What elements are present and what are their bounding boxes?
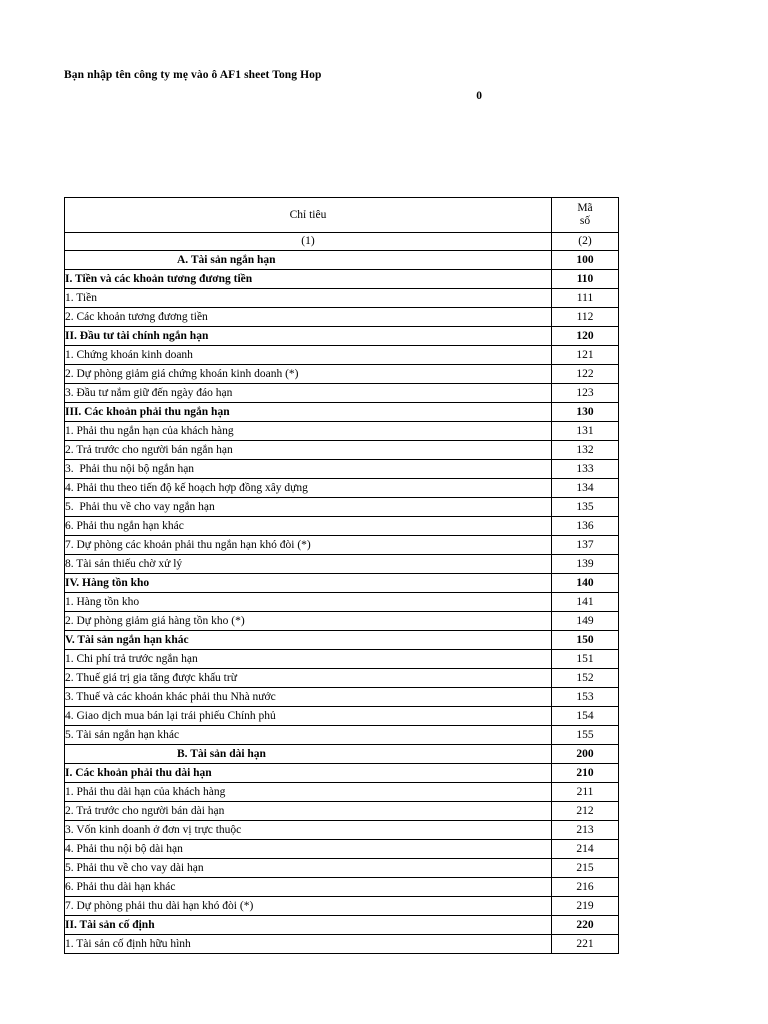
table-row bbox=[65, 916, 619, 935]
row-code: 213 bbox=[552, 821, 619, 840]
table-row bbox=[65, 726, 619, 745]
row-label: 2. Dự phòng giảm giá hàng tồn kho (*) bbox=[65, 612, 552, 631]
table-row bbox=[65, 517, 619, 536]
table-row bbox=[65, 935, 619, 954]
row-label: I. Các khoản phải thu dài hạn bbox=[65, 764, 552, 783]
table-row bbox=[65, 650, 619, 669]
row-label: 5. Phải thu về cho vay ngắn hạn bbox=[65, 498, 552, 517]
table-row bbox=[65, 897, 619, 916]
table-row bbox=[65, 384, 619, 403]
row-code: 151 bbox=[552, 650, 619, 669]
column-number-label: (1) bbox=[65, 233, 552, 251]
table-row bbox=[65, 707, 619, 726]
row-code: 221 bbox=[552, 935, 619, 954]
table-row bbox=[65, 802, 619, 821]
table-head bbox=[65, 198, 619, 251]
row-label: 2. Thuế giá trị gia tăng được khấu trừ bbox=[65, 669, 552, 688]
row-code: 136 bbox=[552, 517, 619, 536]
row-code: 111 bbox=[552, 289, 619, 308]
column-header-code-line2: số bbox=[579, 215, 591, 227]
row-label: 4. Phải thu theo tiến độ kế hoạch hợp đồng xây dựng bbox=[65, 479, 552, 498]
row-code: 154 bbox=[552, 707, 619, 726]
row-label: I. Tiền và các khoản tương đương tiền bbox=[65, 270, 552, 289]
row-label: 5. Tài sản ngắn hạn khác bbox=[65, 726, 552, 745]
row-code: 210 bbox=[552, 764, 619, 783]
balance-sheet-table-wrapper bbox=[64, 197, 618, 954]
row-code: 211 bbox=[552, 783, 619, 802]
row-label: II. Tài sản cố định bbox=[65, 916, 552, 935]
row-label: B. Tài sản dài hạn bbox=[65, 745, 552, 764]
row-label: 3. Thuế và các khoản khác phải thu Nhà nước bbox=[65, 688, 552, 707]
row-label: 2. Trả trước cho người bán dài hạn bbox=[65, 802, 552, 821]
row-label: 2. Các khoản tương đương tiền bbox=[65, 308, 552, 327]
row-label: 8. Tài sản thiếu chờ xử lý bbox=[65, 555, 552, 574]
row-code: 133 bbox=[552, 460, 619, 479]
row-label: 3. Phải thu nội bộ ngắn hạn bbox=[65, 460, 552, 479]
row-code: 121 bbox=[552, 346, 619, 365]
table-row bbox=[65, 422, 619, 441]
row-label: 1. Chứng khoán kinh doanh bbox=[65, 346, 552, 365]
row-label: II. Đầu tư tài chính ngắn hạn bbox=[65, 327, 552, 346]
row-label: 1. Chi phí trả trước ngắn hạn bbox=[65, 650, 552, 669]
row-code: 220 bbox=[552, 916, 619, 935]
table-row bbox=[65, 308, 619, 327]
table-row bbox=[65, 270, 619, 289]
row-code: 141 bbox=[552, 593, 619, 612]
table-row bbox=[65, 365, 619, 384]
column-header-label: Chỉ tiêu bbox=[65, 198, 552, 233]
row-label: 2. Dự phòng giảm giá chứng khoán kinh doanh (*) bbox=[65, 365, 552, 384]
row-label: 1. Tiền bbox=[65, 289, 552, 308]
table-row bbox=[65, 878, 619, 897]
table-row bbox=[65, 574, 619, 593]
row-label: V. Tài sản ngắn hạn khác bbox=[65, 631, 552, 650]
row-label: 1. Tài sản cố định hữu hình bbox=[65, 935, 552, 954]
row-code: 120 bbox=[552, 327, 619, 346]
row-label: 3. Đầu tư nắm giữ đến ngày đáo hạn bbox=[65, 384, 552, 403]
table-row bbox=[65, 745, 619, 764]
column-number-code: (2) bbox=[552, 233, 619, 251]
row-code: 131 bbox=[552, 422, 619, 441]
table-row bbox=[65, 631, 619, 650]
table-row bbox=[65, 821, 619, 840]
table-row bbox=[65, 783, 619, 802]
row-code: 139 bbox=[552, 555, 619, 574]
row-label: 4. Phải thu nội bộ dài hạn bbox=[65, 840, 552, 859]
row-code: 134 bbox=[552, 479, 619, 498]
row-code: 140 bbox=[552, 574, 619, 593]
row-code: 200 bbox=[552, 745, 619, 764]
table-column-number-row bbox=[65, 233, 619, 251]
row-label: 6. Phải thu ngắn hạn khác bbox=[65, 517, 552, 536]
row-label: 1. Phải thu ngắn hạn của khách hàng bbox=[65, 422, 552, 441]
table-row bbox=[65, 612, 619, 631]
table-row bbox=[65, 840, 619, 859]
table-body bbox=[65, 251, 619, 954]
table-row bbox=[65, 859, 619, 878]
row-label: IV. Hàng tồn kho bbox=[65, 574, 552, 593]
row-code: 150 bbox=[552, 631, 619, 650]
table-row bbox=[65, 764, 619, 783]
table-row bbox=[65, 669, 619, 688]
row-label: III. Các khoản phải thu ngắn hạn bbox=[65, 403, 552, 422]
row-code: 112 bbox=[552, 308, 619, 327]
row-code: 155 bbox=[552, 726, 619, 745]
table-row bbox=[65, 251, 619, 270]
table-header-row bbox=[65, 198, 619, 233]
row-code: 216 bbox=[552, 878, 619, 897]
table-row bbox=[65, 593, 619, 612]
table-row bbox=[65, 536, 619, 555]
row-code: 123 bbox=[552, 384, 619, 403]
row-label: 4. Giao dịch mua bán lại trái phiếu Chính phủ bbox=[65, 707, 552, 726]
table-row bbox=[65, 289, 619, 308]
table-row bbox=[65, 346, 619, 365]
column-header-code-line1: Mã bbox=[577, 202, 593, 214]
row-label: 7. Dự phòng phải thu dài hạn khó đòi (*) bbox=[65, 897, 552, 916]
row-code: 100 bbox=[552, 251, 619, 270]
row-label: 6. Phải thu dài hạn khác bbox=[65, 878, 552, 897]
row-code: 130 bbox=[552, 403, 619, 422]
row-code: 137 bbox=[552, 536, 619, 555]
row-code: 135 bbox=[552, 498, 619, 517]
table-row bbox=[65, 460, 619, 479]
row-code: 110 bbox=[552, 270, 619, 289]
row-label: 1. Phải thu dài hạn của khách hàng bbox=[65, 783, 552, 802]
table-row bbox=[65, 441, 619, 460]
balance-sheet-table bbox=[64, 197, 619, 954]
row-code: 122 bbox=[552, 365, 619, 384]
table-row bbox=[65, 498, 619, 517]
row-code: 149 bbox=[552, 612, 619, 631]
row-label: 1. Hàng tồn kho bbox=[65, 593, 552, 612]
row-code: 214 bbox=[552, 840, 619, 859]
row-code: 153 bbox=[552, 688, 619, 707]
row-code: 219 bbox=[552, 897, 619, 916]
row-code: 152 bbox=[552, 669, 619, 688]
row-label: 3. Vốn kinh doanh ở đơn vị trực thuộc bbox=[65, 821, 552, 840]
table-row bbox=[65, 403, 619, 422]
row-label: 5. Phải thu về cho vay dài hạn bbox=[65, 859, 552, 878]
document-heading: Bạn nhập tên công ty mẹ vào ô AF1 sheet Tong Hop bbox=[64, 69, 322, 81]
row-code: 212 bbox=[552, 802, 619, 821]
row-label: 2. Trả trước cho người bán ngắn hạn bbox=[65, 441, 552, 460]
row-label: A. Tài sản ngắn hạn bbox=[65, 251, 552, 270]
row-code: 132 bbox=[552, 441, 619, 460]
table-row bbox=[65, 327, 619, 346]
row-code: 215 bbox=[552, 859, 619, 878]
row-label: 7. Dự phòng các khoản phải thu ngắn hạn khó đòi (*) bbox=[65, 536, 552, 555]
table-row bbox=[65, 555, 619, 574]
document-sub-value: 0 bbox=[476, 90, 482, 102]
column-header-code bbox=[552, 198, 619, 233]
table-row bbox=[65, 688, 619, 707]
table-row bbox=[65, 479, 619, 498]
